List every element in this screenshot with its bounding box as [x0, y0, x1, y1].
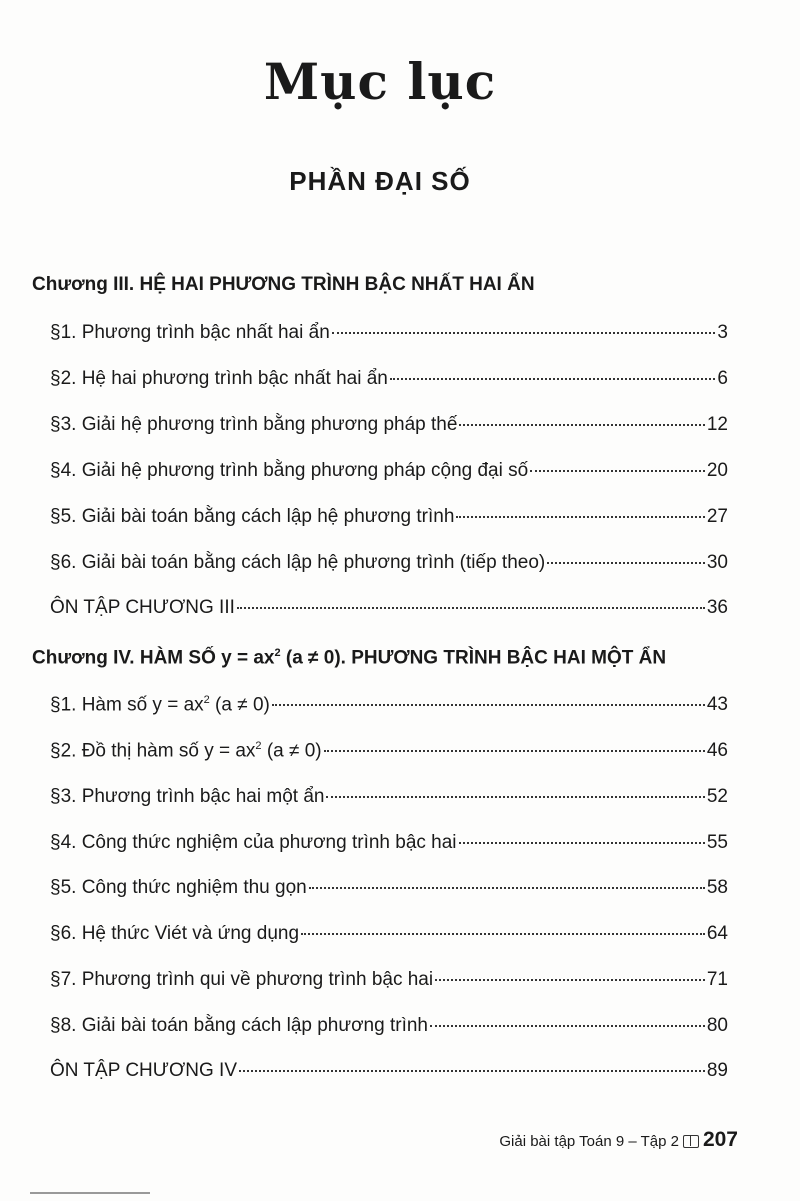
book-icon — [683, 1135, 699, 1148]
entry-page: 71 — [706, 969, 728, 990]
entry-page: 55 — [706, 832, 728, 853]
dot-leader — [239, 1070, 705, 1072]
toc-entry[interactable] — [50, 552, 728, 574]
entry-page: 6 — [717, 368, 728, 389]
dot-leader — [390, 378, 716, 380]
entry-page: 20 — [706, 460, 728, 481]
dot-leader — [272, 704, 705, 706]
bottom-divider — [30, 1192, 150, 1194]
dot-leader — [430, 1025, 705, 1027]
toc-entry[interactable] — [50, 1060, 728, 1082]
entry-title: §3. Giải hệ phương trình bằng phương pháp thế — [50, 414, 458, 435]
toc-entry[interactable] — [50, 740, 728, 762]
toc-entry[interactable] — [50, 597, 728, 619]
toc-entry[interactable] — [50, 694, 728, 716]
footer-page-number: 207 — [702, 1128, 738, 1151]
entry-title: ÔN TẬP CHƯƠNG IV — [50, 1060, 238, 1081]
entry-title: ÔN TẬP CHƯƠNG III — [50, 597, 235, 618]
entry-page: 58 — [706, 877, 728, 898]
chapter-4-title-part: Chương IV. HÀM SỐ y = ax — [32, 647, 275, 669]
entry-title: §5. Giải bài toán bằng cách lập hệ phương trình — [50, 506, 455, 527]
entry-title-part: §2. Đồ thị hàm số y = ax — [50, 740, 256, 762]
dot-leader — [459, 842, 705, 844]
chapter-3-heading: Chương III. HỆ HAI PHƯƠNG TRÌNH BẬC NHẤT HAI ẨN — [32, 274, 535, 295]
footer-book-title: Giải bài tập Toán 9 – Tập 2 — [499, 1133, 679, 1150]
entry-page: 30 — [706, 552, 728, 573]
entry-title: §2. Hệ hai phương trình bậc nhất hai ẩn — [50, 368, 388, 389]
entry-title: §3. Phương trình bậc hai một ẩn — [50, 786, 325, 807]
entry-title: §6. Hệ thức Viét và ứng dụng — [50, 923, 300, 944]
entry-page: 27 — [706, 506, 728, 527]
entry-title: §5. Công thức nghiệm thu gọn — [50, 877, 307, 898]
dot-leader — [435, 979, 705, 981]
entry-page: 52 — [706, 786, 728, 807]
entry-page: 12 — [706, 414, 728, 435]
entry-title: §4. Công thức nghiệm của phương trình bậc hai — [50, 832, 457, 853]
exponent: 2 — [274, 647, 281, 659]
dot-leader — [237, 607, 705, 609]
exponent: 2 — [203, 694, 210, 706]
entry-title: §4. Giải hệ phương trình bằng phương pháp cộng đại số — [50, 460, 529, 481]
part-title: PHẦN ĐẠI SỐ — [289, 166, 471, 196]
entry-title-part: (a ≠ 0) — [209, 694, 270, 716]
toc-entry[interactable] — [50, 969, 728, 991]
chapter-4-title-part: (a ≠ 0). PHƯƠNG TRÌNH BẬC HAI MỘT ẨN — [280, 647, 667, 669]
entry-title-part: (a ≠ 0) — [261, 740, 322, 762]
toc-entry[interactable] — [50, 1015, 728, 1037]
dot-leader — [459, 424, 704, 426]
dot-leader — [301, 933, 705, 935]
entry-page: 80 — [706, 1015, 728, 1036]
entry-page: 64 — [706, 923, 728, 944]
entry-page: 89 — [706, 1060, 728, 1081]
toc-entry[interactable] — [50, 368, 728, 390]
exponent: 2 — [255, 740, 262, 752]
entry-title: §7. Phương trình qui về phương trình bậc hai — [50, 969, 434, 990]
dot-leader — [456, 516, 704, 518]
dot-leader — [332, 332, 716, 334]
toc-entry[interactable] — [50, 877, 728, 899]
page-title: Mục lục — [263, 52, 497, 111]
toc-entry[interactable] — [50, 832, 728, 854]
toc-entry[interactable] — [50, 414, 728, 436]
dot-leader — [547, 562, 705, 564]
entry-page: 36 — [706, 597, 728, 618]
toc-entry[interactable] — [50, 506, 728, 528]
chapter-4-heading — [32, 647, 752, 669]
entry-title: §6. Giải bài toán bằng cách lập hệ phương trình (tiếp theo) — [50, 552, 546, 573]
entry-page: 3 — [717, 322, 728, 343]
entry-title — [50, 694, 270, 716]
entry-page: 46 — [706, 740, 728, 762]
dot-leader — [326, 796, 704, 798]
toc-entry[interactable] — [50, 460, 728, 482]
entry-title: §1. Phương trình bậc nhất hai ẩn — [50, 322, 330, 343]
entry-title: §8. Giải bài toán bằng cách lập phương trình — [50, 1015, 428, 1036]
toc-entry[interactable] — [50, 322, 728, 344]
entry-title — [50, 740, 322, 762]
toc-entry[interactable] — [50, 923, 728, 945]
dot-leader — [324, 750, 705, 752]
entry-title-part: §1. Hàm số y = ax — [50, 694, 204, 716]
dot-leader — [309, 887, 705, 889]
dot-leader — [530, 470, 705, 472]
toc-entry[interactable] — [50, 786, 728, 808]
entry-page: 43 — [706, 694, 728, 716]
page-footer — [499, 1128, 738, 1152]
